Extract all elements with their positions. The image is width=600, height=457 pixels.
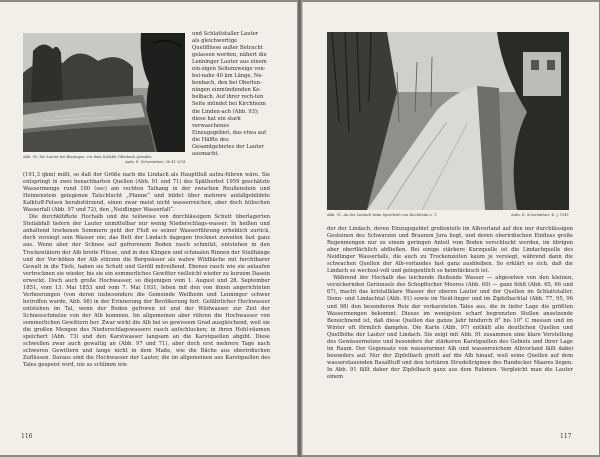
right-caption-credit: Aufn. E. Schweinfurt, K. J. 1941 (511, 213, 569, 217)
right-photo-caption (327, 213, 569, 218)
left-body-paragraph: (191,3 qkm) mißt, so daß der Größe nach die Lindach als Hauptfluß aufzu-führen wäre. Sie entspringt in zwei benachbarten Quellen (Abb. 91 und 71) des Spätherbst 1959 geschätzte Wassermenge rund 100 (sec) am rechten Talhang in der zwischen Reußenstein und Heimenstein gelegenen Talschlucht „Pfanne“ und bildet über mehrere anfallgebildete Kalktuff-Felsen herabstürzend, einen zwar meist nicht wasserreichen, aber doch hübschen Wasserfall (Abb. 97 und 72), den „Neidlinger Wasserfall“. (23, 172, 270, 214)
left-side-column-text: und Schlattstaller Lauter als gleichwertige Quellflüsse außer Betracht gelassen werden, nähert die Lenninger Lauter aus einem ein-zigen Seitenzweige von-bei-nahe 40 km Länge, Ne-benbach, den bei Oberlen-ningen einmündenden Ke-belbach. Auf ihrer rech-ten Seite mündet bei Kirchheim die Linden-ach (Abb. 93); diese hat ein stark verwaschenes Einzugsgebiet, das etwa auf die Hälfte des Gesamtgebietes der Lauter ausmacht. (192, 31, 267, 157)
left-body-paragraph: Die durchklüftete Hochalb und die teilweise von durchlässigem Schutt überlagerten Steilabfall liefern der Lauter unmittelbar nur wenig Niederschlags-wasser. In heißen und anhaltend trockenen Sommern geht der Fluß so seiner Wasserführung erheblich zurück, doch versiegt sein Wasser nie; das Bett der Lindach dagegen trocknet zuweilen fast ganz aus. Wenn aber der Schnee auf gefrorenem Boden rasch schmilzt, entstehen in den Trockentälern der Alb breite Flüsse, und in den Klingen und schmalen Rinnen der Steilhänge und der Vor-höhen der Alb stürzen die Bergwässer als wahre Wildbäche mit furchtbarer Gewalt in die Tiefe, haben sie Schutt und Geröll mitreißend. Ebenso rasch wie sie anlaufen vertrocknen sie wieder, bis sie ein sommerliches Gewitter vielleicht wieder zu kurzem Dasein erweckt. Doch auch große Hochwasser, so diejenigen vom 1. August und 28. September 1851, vom 13. Mai 1853 und vom 7. Mai 1931, leben mit den von ihnen angerichteten Verheerungen (von deren insbesondere die Gemeinde Weilheim und Lenninger schwer betroffen wurde, Abb. 98) in der Erinnerung der Bevölkerung fort. Gefährlicher Hochwasser entstehen im Tal, wenn der Boden gefroren ist und der Wildwasser zur Zeit der Schneeschmelze von der Alb kommen. Im allgemeinen aber rühren die Hochwasser von sommerlichen Gewittern her. Zwar wirkt die Alb bei so gewissem Grad ausgleichend, weil sie die großen Mengen des Niederschlagswassers rasch aufschlucken; in ihren Hohl-räumen speichert (Abb. 73) und den Karstwasser langsam an die Karstquellen abgibt. Diese schwellen zwar auch gewaltig an (Abb. 97 und 71), aber doch erst mehrere Tage nach schweren Gewittern und lange nicht in dem Maße, wie die Bäche aus oberirdischen Zuflüssen. Daraus sind die Hochwasser der Lauter, die im allgemeinen aus Karstquellen des Tales gespeist wird, nie so schlimm wie (23, 214, 270, 369)
right-body-paragraph: Während der Hochalb das leichende fließende Wasser — abgesehen von den kleinen, versickernden Gerinnsels des Schopflocher Moores (Abb. 60) — ganz fehlt (Abb. 65, 66 und 67), macht das kristallklare Wasser der oberen Lauter und der Quellen im Schlattstaller, Donn- und Lindachtal (Abb. 91) sowie im Neid-linger und im Zipfelbachtal (Abb. 77, 95, 96 und 98) den besonderen Reiz der verkarsteten Tales aus, die in tiefer Lage die größten Wassermengen bekommt. Dieses im wenigsten scharf begrenzten Stellen ansetzende Bezeichnend ist, daß diese Quellen das ganze Jahr hindurch 8° bis 10° C messen und im Winter oft förmlich dampfen. Die Karte (Abb. 97) enthält alle deutlichen Quellen und Quellhöhe der Lauter und Lindach. Sie zeigt mit Abb. 91 zusammen eine klare Vorstellung des Gewässernetzes und besonders der stärkeren Karstquellen des Gebiets und ihrer Lage im Raum. Der Gegensatz von wasserarmer Alb und wasserreichem Albvorland fällt dabei besonders auf. Nur der Zipfelbach greift auf die Alb hinauf, weil seine Quellen auf dem wasserstauenden Basalttuff und den tertiären Strudeltrigmen des Randecker Maares liegen. In Abb. 91 fällt daher der Zipfelbach ganz aus dem Rahmen. Vergleicht man die Lauter einem (327, 275, 573, 380)
left-page-number: 116 (21, 433, 33, 440)
left-photo-caption (23, 155, 185, 165)
right-page-number: 117 (560, 433, 572, 440)
left-caption-text: Abb. 90. Die Lauter bei Bissingen, vor dem Schäfer Ofenbach geraden (23, 155, 152, 159)
right-page (302, 2, 599, 455)
left-body-text (23, 172, 270, 432)
left-side-column (192, 31, 267, 171)
right-photo-lindach-stream (327, 32, 569, 210)
right-body-paragraph: der der Lindach, deren Einzugsgebiet großenteils im Albvorland auf den nur durchlässigen Gesteinen des Schwarzen und Braunen Jura liegt, und deren oberirdischen Einfluss große Regenmengen nur zu einem geringen Anteil vom Boden verschluckt werden, im übrigen aber oberflächlich abfließen. Bei einige stärkere Kurzquelle ist die Lindachquelle des Neidlinger Wasserfalls, die auch zu Trockenzeiten kaum je versiegt, während dann die schwachen Quellen der Alb-vorlandes fast ganz ausbleiben. So erklärt es sich, daß die Lindach so wechsel-voll und gelegentlich so heimtückisch ist. (327, 226, 573, 275)
left-page (0, 2, 298, 455)
right-caption-text: Abb. 91. An der Lindach beim Speicheiß von Kirchheim u. T. (327, 213, 438, 217)
left-caption-credit: Aufn. E. Schweinfurt, 36 41 3/54 (125, 159, 185, 164)
left-photo-river-willows (23, 33, 185, 152)
right-body-text (327, 226, 573, 432)
